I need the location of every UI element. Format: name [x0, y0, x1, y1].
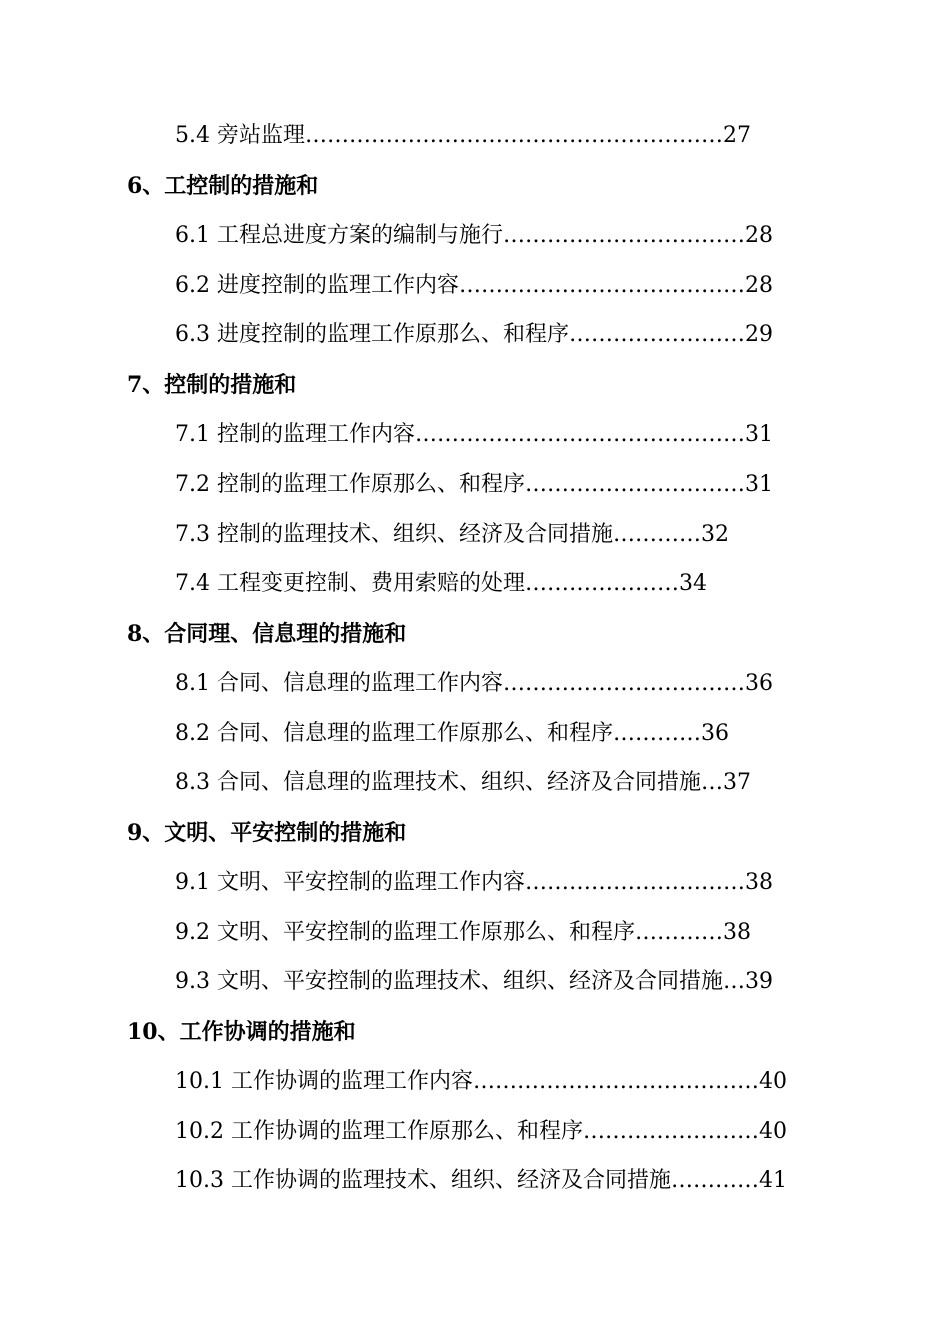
toc-entry-9-2[interactable]: 9.2 文明、平安控制的监理工作原那么、和程序…………38: [175, 920, 751, 945]
toc-entry-6-1[interactable]: 6.1 工程总进度方案的编制与施行……………………………28: [175, 223, 773, 248]
toc-entry-9-3[interactable]: 9.3 文明、平安控制的监理技术、组织、经济及合同措施…39: [175, 969, 773, 994]
toc-entry-9-1[interactable]: 9.1 文明、平安控制的监理工作内容…………………………38: [175, 870, 773, 895]
toc-entry-7-3[interactable]: 7.3 控制的监理技术、组织、经济及合同措施…………32: [175, 522, 729, 547]
toc-entry-10-2[interactable]: 10.2 工作协调的监理工作原那么、和程序……………………40: [175, 1119, 787, 1144]
toc-entry-7-1[interactable]: 7.1 控制的监理工作内容………………………………………31: [175, 422, 773, 447]
toc-entry-6-2[interactable]: 6.2 进度控制的监理工作内容…………………………………28: [175, 273, 773, 298]
toc-entry-8-3[interactable]: 8.3 合同、信息理的监理技术、组织、经济及合同措施…37: [175, 770, 751, 795]
toc-heading-6[interactable]: 6、工控制的措施和: [127, 173, 319, 199]
toc-entry-7-2[interactable]: 7.2 控制的监理工作原那么、和程序…………………………31: [175, 472, 773, 497]
toc-entry-8-1[interactable]: 8.1 合同、信息理的监理工作内容……………………………36: [175, 671, 773, 696]
toc-entry-10-3[interactable]: 10.3 工作协调的监理技术、组织、经济及合同措施…………41: [175, 1168, 787, 1193]
toc-heading-7[interactable]: 7、控制的措施和: [127, 372, 297, 398]
toc-entry-10-1[interactable]: 10.1 工作协调的监理工作内容…………………………………40: [175, 1069, 787, 1094]
toc-heading-9[interactable]: 9、文明、平安控制的措施和: [127, 820, 407, 846]
toc-entry-5-4[interactable]: 5.4 旁站监理…………………………………………………27: [175, 123, 751, 148]
toc-heading-10[interactable]: 10、工作协调的措施和: [127, 1019, 356, 1045]
toc-entry-7-4[interactable]: 7.4 工程变更控制、费用索赔的处理…………………34: [175, 571, 707, 596]
toc-heading-8[interactable]: 8、合同理、信息理的措施和: [127, 621, 407, 647]
toc-entry-8-2[interactable]: 8.2 合同、信息理的监理工作原那么、和程序…………36: [175, 721, 729, 746]
toc-entry-6-3[interactable]: 6.3 进度控制的监理工作原那么、和程序……………………29: [175, 322, 773, 347]
